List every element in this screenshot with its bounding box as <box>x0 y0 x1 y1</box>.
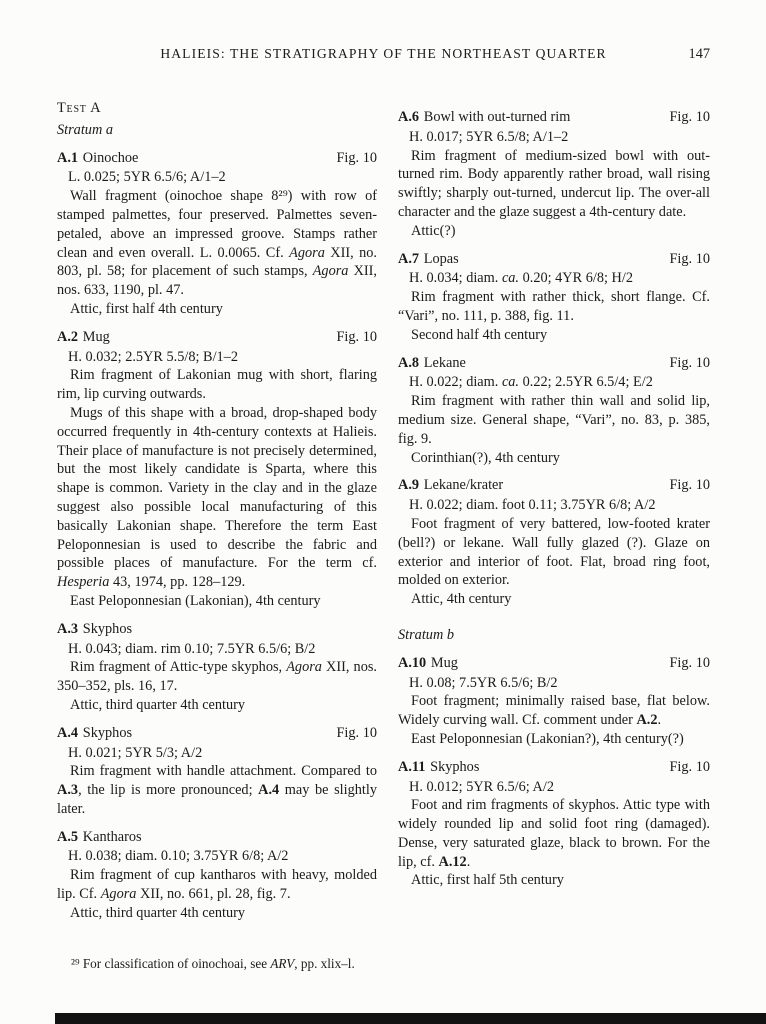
entry-heading-text <box>57 828 142 847</box>
figure-reference: Fig. 10 <box>336 149 377 166</box>
entry-heading <box>57 620 377 639</box>
entry-heading <box>57 828 377 847</box>
entry-heading-text <box>398 654 458 673</box>
right-column <box>398 99 710 923</box>
footnote: ²⁹ For classification of oinochoai, see ARV, pp. xlix–l. <box>71 955 355 971</box>
entry-paragraph: Foot fragment of very battered, low-footed krater (bell?) or lekane. Wall fully glazed (?). Glaze on exterior and interior of foot. Flat, broad ring foot, molded on exterior. <box>398 515 710 589</box>
entry-id: A.4 <box>57 724 79 741</box>
catalog-entry <box>57 724 377 819</box>
entry-dimensions: H. 0.043; diam. rim 0.10; 7.5YR 6.5/6; B/2 <box>68 640 316 657</box>
entry-title: Lekane <box>423 354 466 371</box>
entry-title: Lekane/krater <box>423 477 504 494</box>
catalog-entry <box>398 758 710 891</box>
entry-heading-text <box>57 149 138 168</box>
entry-title: Skyphos <box>82 724 133 741</box>
page-title: HALIEIS: THE STRATIGRAPHY OF THE NORTHEAST QUARTER <box>160 46 607 61</box>
catalog-entry <box>398 250 710 345</box>
entry-id: A.9 <box>398 477 420 494</box>
figure-reference: Fig. 10 <box>336 724 377 741</box>
catalog-entry <box>57 149 377 319</box>
section-heading: Test A <box>57 100 102 116</box>
entry-title: Bowl with out-turned rim <box>423 109 571 125</box>
entry-dimensions: H. 0.032; 2.5YR 5.5/8; B/1–2 <box>68 348 238 365</box>
entry-paragraph: Rim fragment with rather thick, short flange. Cf. “Vari”, no. 111, p. 388, fig. 11. <box>398 289 710 324</box>
entry-paragraph: Rim fragment of cup kantharos with heavy, molded lip. Cf. Agora XII, no. 661, pl. 28, fig. 7. <box>57 867 377 903</box>
entry-heading <box>398 758 710 777</box>
entry-heading-text <box>398 108 570 127</box>
catalog-entry <box>398 354 710 468</box>
entry-paragraph: Rim fragment with rather thin wall and solid lip, medium size. General shape, “Vari”, no. 83, p. 385, fig. 9. <box>398 393 710 447</box>
entry-id: A.10 <box>398 654 427 671</box>
entry-paragraph: Second half 4th century <box>411 326 548 343</box>
entry-title: Mug <box>430 654 458 671</box>
entry-dimensions: L. 0.025; 5YR 6.5/6; A/1–2 <box>68 169 226 186</box>
entry-heading-text <box>57 724 132 743</box>
figure-reference: Fig. 10 <box>669 109 710 125</box>
entry-paragraph: Rim fragment of Lakonian mug with short, flaring rim, lip curving outwards. <box>57 367 377 403</box>
entry-paragraph: Attic, first half 5th century <box>411 872 564 889</box>
entry-id: A.2 <box>57 328 79 345</box>
figure-reference: Fig. 10 <box>669 654 710 671</box>
entry-heading <box>398 250 710 269</box>
entry-heading-text <box>57 620 132 639</box>
entry-id: A.7 <box>398 250 420 267</box>
entry-heading-text <box>398 758 479 777</box>
entry-paragraph: East Peloponnesian (Lakonian), 4th century <box>70 592 321 609</box>
entry-heading-text <box>57 328 110 347</box>
entry-paragraph: Wall fragment (oinochoe shape 8²⁹) with row of stamped palmettes, four preserved. Palmettes seven-petaled, above an impressed groove. Stamps rather clean and even overall. L. 0.0065. Cf. Agora XII, no. 803, pl. 58; for placement of such stamps, Agora XII, nos. 633, 1190, pl. 47. <box>57 188 377 299</box>
entry-heading <box>57 149 377 168</box>
entry-paragraph: Foot and rim fragments of skyphos. Attic type with widely rounded lip and solid foot ring (damaged). Dense, very saturated glaze, black to brown. For the lip, cf. A.12. <box>398 797 710 870</box>
entry-id: A.6 <box>398 109 420 125</box>
entry-heading <box>398 108 710 127</box>
entry-paragraph: Corinthian(?), 4th century <box>411 449 560 466</box>
entry-title: Skyphos <box>430 758 480 775</box>
entry-paragraph: Rim fragment of Attic-type skyphos, Agora XII, nos. 350–352, pls. 16, 17. <box>57 659 377 695</box>
entry-paragraph: Rim fragment with handle attachment. Compared to A.3, the lip is more pronounced; A.4 may be slightly later. <box>57 763 377 817</box>
stratum-heading: Stratum a <box>57 121 114 138</box>
entry-id: A.3 <box>57 620 79 637</box>
entry-dimensions: H. 0.038; diam. 0.10; 3.75YR 6/8; A/2 <box>68 848 289 865</box>
entry-paragraph: Attic, 4th century <box>411 591 512 608</box>
entry-paragraph: Foot fragment; minimally raised base, flat below. Widely curving wall. Cf. comment under A.2. <box>398 693 710 729</box>
entry-paragraph: Rim fragment of medium-sized bowl with out-turned rim. Body apparently rather broad, wall rising swiftly; sharply out-turned, undercut lip. The over-all character and the glaze suggest a 4th-century date. <box>398 147 710 220</box>
left-column <box>57 99 377 923</box>
entry-title: Mug <box>82 328 110 345</box>
entry-heading-text <box>398 476 503 495</box>
stratum-heading: Stratum b <box>398 626 455 643</box>
page-number: 147 <box>688 46 710 62</box>
entry-heading <box>398 654 710 673</box>
entry-paragraph: Attic, third quarter 4th century <box>70 904 246 921</box>
entry-title: Oinochoe <box>82 149 139 166</box>
entry-dimensions: H. 0.021; 5YR 5/3; A/2 <box>68 744 203 761</box>
figure-reference: Fig. 10 <box>669 477 710 494</box>
catalog-entry <box>57 828 377 923</box>
entry-heading-text <box>398 250 459 269</box>
catalog-entry <box>398 654 710 749</box>
entry-id: A.5 <box>57 828 79 845</box>
entry-heading <box>398 476 710 495</box>
entry-dimensions: H. 0.022; diam. ca. 0.22; 2.5YR 6.5/4; E/2 <box>409 374 653 391</box>
entry-id: A.8 <box>398 354 420 371</box>
entry-heading <box>57 328 377 347</box>
catalog-entry <box>57 620 377 715</box>
entry-paragraph: Attic(?) <box>411 222 456 239</box>
entry-dimensions: H. 0.012; 5YR 6.5/6; A/2 <box>409 778 554 795</box>
entry-title: Lopas <box>423 250 459 267</box>
entry-dimensions: H. 0.08; 7.5YR 6.5/6; B/2 <box>409 674 558 691</box>
catalog-entry <box>398 108 710 241</box>
entry-paragraph: Attic, third quarter 4th century <box>70 696 246 713</box>
figure-reference: Fig. 10 <box>336 328 377 345</box>
entry-dimensions: H. 0.034; diam. ca. 0.20; 4YR 6/8; H/2 <box>409 270 633 287</box>
entry-dimensions: H. 0.017; 5YR 6.5/8; A/1–2 <box>409 128 569 145</box>
figure-reference: Fig. 10 <box>669 354 710 371</box>
entry-title: Kantharos <box>82 828 142 845</box>
entry-paragraph: Mugs of this shape with a broad, drop-shaped body occurred frequently in 4th-century contexts at Halieis. Their place of manufacture is not precisely determined, but the most likely candidate is Sparta, where this shape is common. Variety in the clay and in the glaze suggest also possible local manufacturing of this basically Lakonian shape. Therefore the term East Peloponnesian is used to describe the fabric and possible places of manufacture. For the term cf. Hesperia 43, 1974, pp. 128–129. <box>57 404 377 591</box>
figure-reference: Fig. 10 <box>669 758 710 775</box>
entry-title: Skyphos <box>82 620 133 637</box>
entry-heading <box>57 724 377 743</box>
text-columns <box>57 99 710 923</box>
scan-artifact-bar <box>55 1013 766 1024</box>
catalog-entry <box>398 476 710 609</box>
catalog-entry <box>57 328 377 611</box>
entry-paragraph: Attic, first half 4th century <box>70 300 223 317</box>
entry-dimensions: H. 0.022; diam. foot 0.11; 3.75YR 6/8; A/2 <box>409 497 656 514</box>
entry-id: A.1 <box>57 149 79 166</box>
entry-heading <box>398 354 710 373</box>
figure-reference: Fig. 10 <box>669 250 710 267</box>
entry-id: A.11 <box>398 758 426 775</box>
entry-paragraph: East Peloponnesian (Lakonian?), 4th century(?) <box>411 730 684 747</box>
running-head <box>57 46 710 66</box>
entry-heading-text <box>398 354 466 373</box>
